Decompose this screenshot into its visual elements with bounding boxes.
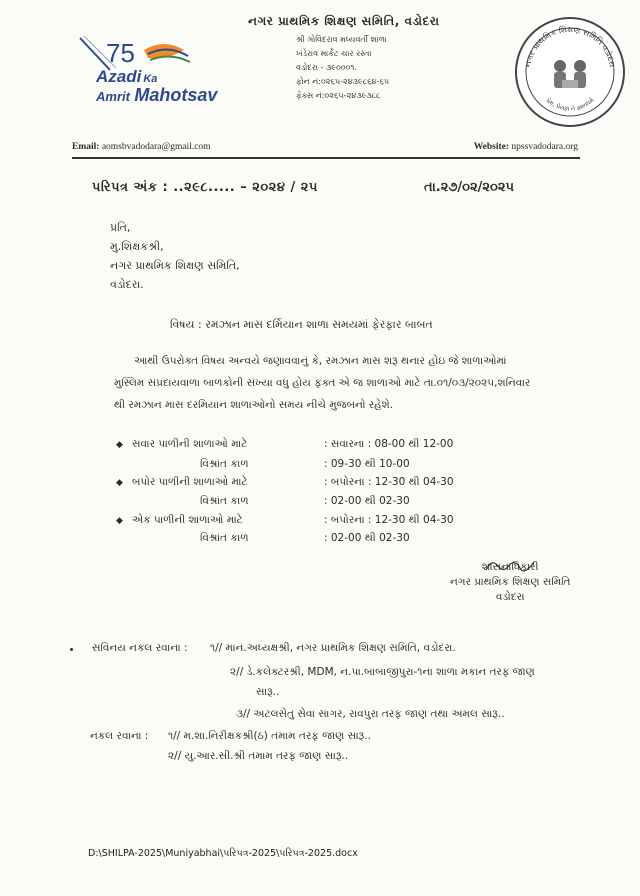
circular-date: તા.૨૭/૦૨/૨૦૨૫ <box>424 180 514 195</box>
email-label: Email: <box>72 142 100 152</box>
break-time: : 02-00 થી 02-30 <box>324 495 410 507</box>
shift-time: : બપોરના : 12-30 થી 04-30 <box>324 514 454 526</box>
copy-label-secondary: નકલ રવાના : <box>90 730 149 742</box>
addressee-line: મુ.શિક્ષકશ્રી, <box>110 240 164 253</box>
website-line <box>474 142 578 152</box>
signature-block <box>450 560 570 605</box>
bullet-icon: ◆ <box>116 478 123 488</box>
body-line: મુસ્લિમ સંપ્રદાયવાળા બાળકોની સંખ્યા વધુ હોય ફક્ત એ જ શાળાઓ માટે તા.૦૧/૦૩/૨૦૨૫,શનિવાર <box>114 377 531 389</box>
break-label: વિશ્રાંત કાળ <box>200 458 249 470</box>
copy-recipient-cont: સારૂ.. <box>256 686 280 698</box>
shift-time: : બપોરના : 12-30 થી 04-30 <box>324 476 454 488</box>
address-line: શ્રી ગોવિંદરાવ મધ્યવર્તી શાળા <box>296 35 387 44</box>
seal-name: નગર પ્રાથમિક શિક્ષણ સમિતિ વડોદરા <box>523 24 617 68</box>
addressee-line: પ્રતિ, <box>110 221 131 234</box>
circular-number: પરિપત્ર અંક : ..૨૯૮..... – ૨૦૨૪ / ૨૫ <box>92 180 318 195</box>
logo-mahotsav: Mahotsav <box>134 85 218 105</box>
logo-amrit: Amrit <box>96 89 130 104</box>
signatory-org: નગર પ્રાથમિક શિક્ષણ સમિતિ <box>450 576 571 588</box>
org-name: નગર પ્રાથમિક શિક્ષણ સમિતિ, વડોદરા <box>248 14 440 28</box>
break-label: વિશ્રાંત કાળ <box>200 532 249 544</box>
copy-recipient: ૩// અટલસેતુ સેવા સાગર, રાવપુરા તરફ જાણ તથા અમલ સારૂ.. <box>236 708 505 720</box>
logo-number: 75 <box>106 38 135 68</box>
seal-motto: પ્રેમ, પ્રેરણા ને જ્ઞાનધર્મ <box>544 96 596 113</box>
addressee-line: નગર પ્રાથમિક શિક્ષણ સમિતિ, <box>110 259 240 272</box>
shift-time: : સવારના : 08-00 થી 12-00 <box>324 438 454 450</box>
signatory-city: વડોદરા <box>495 591 525 603</box>
samiti-seal-logo <box>512 14 628 130</box>
body-line: આથી ઉપરોક્ત વિષય અન્વયે જણાવવાનું કે, રમઝાન માસ શરૂ થનાર હોઇ જે શાળાઓમાં <box>134 355 507 367</box>
shift-label: સવાર પાળીની શાળાઓ માટે <box>132 438 248 450</box>
letterhead-address <box>232 14 512 103</box>
copy-label-primary: સવિનય નકલ રવાના : <box>92 642 188 654</box>
bullet-icon: ◆ <box>116 440 123 450</box>
copy-recipient: ૧// મ.શા.નિરીક્ષકશ્રી(ઠ) તમામ તરફ જાણ સારૂ.. <box>168 730 371 742</box>
fax-line: ફેક્સ નં:૦૨૬૫-૨૪૩૯૩૮૮ <box>296 91 381 100</box>
email-address[interactable]: aomsbvadodara@gmail.com <box>101 142 211 152</box>
website-label: Website: <box>473 142 510 152</box>
body-paragraph <box>114 350 574 416</box>
logo-wordmark <box>96 68 217 105</box>
break-time: : 09-30 થી 10-00 <box>324 458 410 470</box>
subject-line: વિષય : રમઝાન માસ દર્મિયાન શાળા સમયમાં ફેરફાર બાબત <box>170 318 433 331</box>
break-label: વિશ્રાંત કાળ <box>200 495 249 507</box>
addressee-block <box>110 218 240 294</box>
email-line <box>72 142 211 152</box>
address-line: વડોદરા - ૩૯૦૦૦૧. <box>296 63 357 72</box>
shift-label: એક પાળીની શાળાઓ માટે <box>132 514 243 526</box>
addressee-line: વડોદરા. <box>110 278 144 291</box>
logo-ka: Ka <box>143 73 158 85</box>
bullet-dot <box>70 648 73 651</box>
contact-row <box>72 140 578 156</box>
copy-recipient: ૧// માન.અધ્યક્ષશ્રી, નગર પ્રાથમિક શિક્ષણ સમિતિ, વડોદરા. <box>210 642 456 654</box>
copy-recipient: ૨// ડે.કલેક્ટરશ્રી, MDM, ન.પા.બાબાજીપુરા-૧ના શાળા મકાન તરફ જાણ <box>230 666 535 678</box>
bullet-icon: ◆ <box>116 516 123 526</box>
body-line: થી રમઝાન માસ દરમિયાન શાળાઓનો સમય નીચે મુજબનો રહેશે. <box>114 399 394 411</box>
shift-label: બપોર પાળીની શાળાઓ માટે <box>132 476 248 488</box>
website-url[interactable]: npssvadodara.org <box>511 142 578 152</box>
header-divider <box>72 157 580 159</box>
address-line: ખંડેરાવ માર્કેટ ચાર રસ્તા <box>296 49 372 58</box>
copy-recipient: ૨// યુ.આર.સી.શ્રી તમામ તરફ જાણ સારૂ.. <box>168 750 349 762</box>
logo-azadi: Azadi <box>96 67 142 86</box>
document-file-path: D:\SHILPA-2025\Muniyabhai\પરિપત્ર-2025\પરિપત્ર-2025.docx <box>88 848 358 859</box>
signatory-title: શાસનાધિકારી <box>481 561 539 573</box>
phone-line: ફોન નં:૦૨૬૫-૨૪૩૯૮૬૪-૬૫ <box>296 77 390 86</box>
break-time: : 02-00 થી 02-30 <box>324 532 410 544</box>
